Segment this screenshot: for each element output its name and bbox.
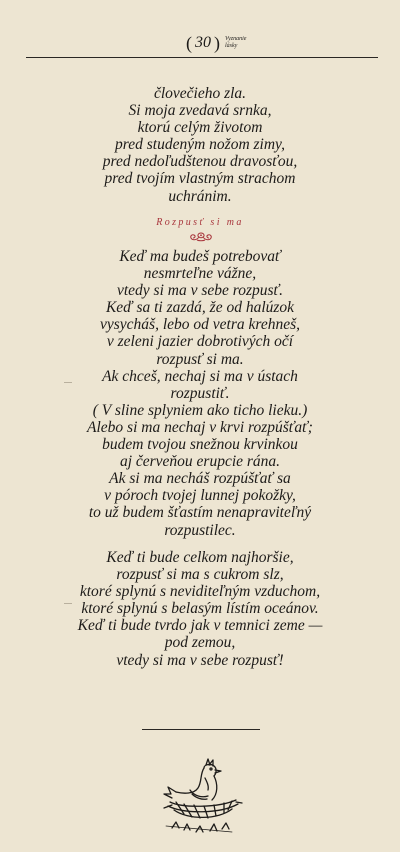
poem-line: rozpustiť. — [170, 384, 230, 402]
poem-line: pred tvojím vlastným strachom — [104, 170, 296, 188]
paren-open: ( — [186, 33, 192, 53]
poem-line: budem tvojou snežnou krvinkou — [102, 436, 298, 454]
page-header — [186, 34, 257, 52]
poem-stanza-2 — [50, 549, 350, 669]
poem-line: vtedy si ma v sebe rozpusť. — [116, 282, 284, 300]
poem-line: Alebo si ma nechaj v krvi rozpúšťať; — [87, 418, 313, 436]
poem-line: rozpusť si ma. — [156, 350, 244, 368]
poem-line: ( V sline splyniem ako ticho lieku.) — [92, 401, 308, 419]
running-title: Vyznanie lásky — [225, 36, 247, 49]
poem-line: vysycháš, lebo od vetra krehneš, — [100, 316, 300, 334]
poem-line: pod zemou, — [164, 634, 236, 652]
poem-intro — [50, 85, 350, 205]
poem-line: uchránim. — [168, 187, 232, 205]
poem-line: ktorú celým životom — [137, 119, 263, 137]
poem-line: rozpustilec. — [164, 521, 236, 539]
poem-line: to už budem šťastím nenapraviteľný — [88, 504, 312, 522]
poem-line: človečieho zla. — [153, 85, 247, 102]
bird-in-nest-icon — [162, 756, 244, 836]
poem-line: Keď ma budeš potrebovať — [119, 248, 281, 265]
poem-line: Keď ti bude tvrdo jak v temnici zeme — — [77, 617, 323, 635]
poem-line: pred studeným nožom zimy, — [115, 136, 285, 154]
page-number: 30 — [195, 34, 211, 51]
paren-close: ) — [214, 33, 220, 53]
poem-line: Si moja zvedavá srnka, — [128, 102, 272, 120]
poem-stanza-1 — [50, 248, 350, 539]
poem-line: Keď sa ti zazdá, že od halúzok — [105, 299, 295, 317]
poem-line: ktoré splynú s belasým lístím oceánov. — [81, 600, 319, 618]
poem-line: v póroch tvojej lunnej pokožky, — [104, 487, 296, 505]
footer-rule — [142, 729, 260, 730]
poem-line: Keď ti bude celkom najhoršie, — [106, 549, 294, 566]
poem-line: nesmrteľne vážne, — [143, 265, 257, 283]
poem-title: Rozpusť si ma — [156, 217, 244, 228]
poem-line: v zeleni jazier dobrotivých očí — [106, 333, 294, 351]
poem-line: ktoré splynú s neviditeľným vzduchom, — [79, 583, 321, 601]
poem-line: rozpusť si ma s cukrom slz, — [116, 566, 284, 584]
floral-ornament-icon — [188, 232, 214, 242]
poem-line: pred nedoľudštenou dravosťou, — [102, 153, 298, 171]
header-rule — [26, 57, 378, 58]
poem-line: Ak chceš, nechaj si ma v ústach — [102, 367, 298, 385]
poem-line: aj červeňou erupcie rána. — [119, 453, 281, 471]
poem-line: vtedy si ma v sebe rozpusť! — [116, 651, 284, 669]
poem-line: Ak si ma necháš rozpúšťať sa — [109, 470, 291, 488]
